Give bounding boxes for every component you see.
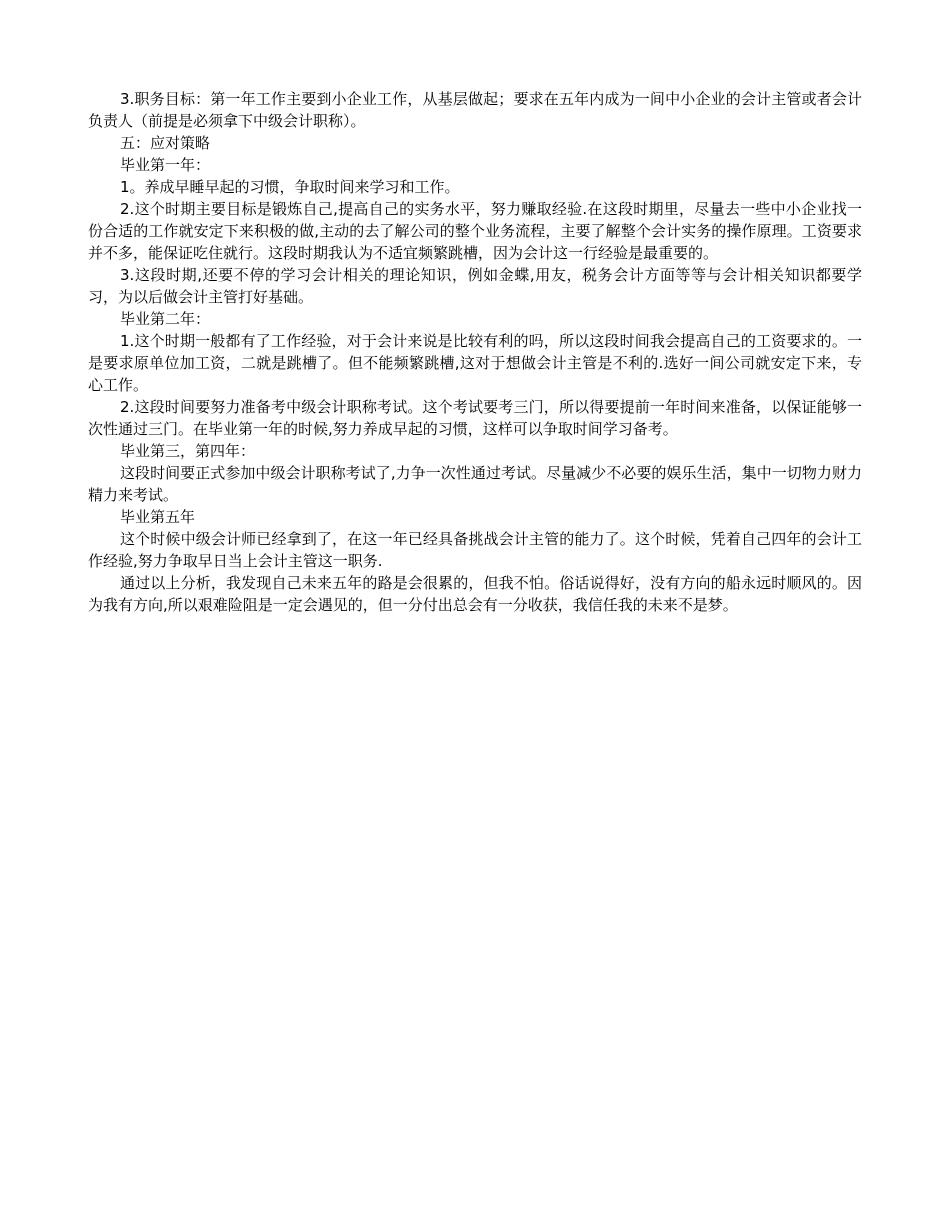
paragraph-year-one-item-1: 1。养成早睡早起的习惯，争取时间来学习和工作。 (120, 178, 460, 196)
paragraph-year-one-item-2: 2.这个时期主要目标是锻炼自己,提高自己的实务水平，努力赚取经验.在这段时期里，尽量去一些中小企业找一份合适的工作就安定下来积极的做,主动的去了解公司的整个业务流程，主要了解整个会计实务的操作原理。工资要求并不多，能保证吃住就行。这段时期我认为不适宜频繁跳槽，因为会计这一行经验是最重要的。 (88, 200, 862, 262)
subheading-year-five: 毕业第五年 (120, 508, 196, 526)
paragraph-year-one-item-3: 3.这段时期,还要不停的学习会计相关的理论知识，例如金蝶,用友，税务会计方面等等与会计相关知识都要学习，为以后做会计主管打好基础。 (88, 266, 862, 306)
paragraph-career-goal: 3.职务目标：第一年工作主要到小企业工作，从基层做起；要求在五年内成为一间中小企业的会计主管或者会计负责人（前提是必须拿下中级会计职称）。 (88, 90, 862, 130)
paragraph-conclusion: 通过以上分析，我发现自己未来五年的路是会很累的，但我不怕。俗话说得好，没有方向的船永远时顺风的。因为我有方向,所以艰难险阻是一定会遇见的，但一分付出总会有一分收获，我信任我的未来不是梦。 (88, 574, 862, 614)
paragraph-year-three-four: 这段时间要正式参加中级会计职称考试了,力争一次性通过考试。尽量减少不必要的娱乐生活，集中一切物力财力精力来考试。 (88, 464, 862, 504)
section-heading-strategy: 五：应对策略 (120, 134, 211, 152)
document-body (88, 88, 862, 616)
paragraph-year-two-item-2: 2.这段时间要努力准备考中级会计职称考试。这个考试要考三门，所以得要提前一年时间来准备，以保证能够一次性通过三门。在毕业第一年的时候,努力养成早起的习惯，这样可以争取时间学习备考。 (88, 398, 862, 438)
paragraph-year-two-item-1: 1.这个时期一般都有了工作经验，对于会计来说是比较有利的吗，所以这段时间我会提高自己的工资要求的。一是要求原单位加工资，二就是跳槽了。但不能频繁跳槽,这对于想做会计主管是不利的.选好一间公司就安定下来，专心工作。 (88, 332, 862, 394)
subheading-year-three-four: 毕业第三，第四年： (120, 442, 256, 460)
subheading-year-one: 毕业第一年： (120, 156, 211, 174)
paragraph-year-five: 这个时候中级会计师已经拿到了，在这一年已经具备挑战会计主管的能力了。这个时候，凭着自己四年的会计工作经验,努力争取早日当上会计主管这一职务. (88, 530, 862, 570)
subheading-year-two: 毕业第二年： (120, 310, 211, 328)
